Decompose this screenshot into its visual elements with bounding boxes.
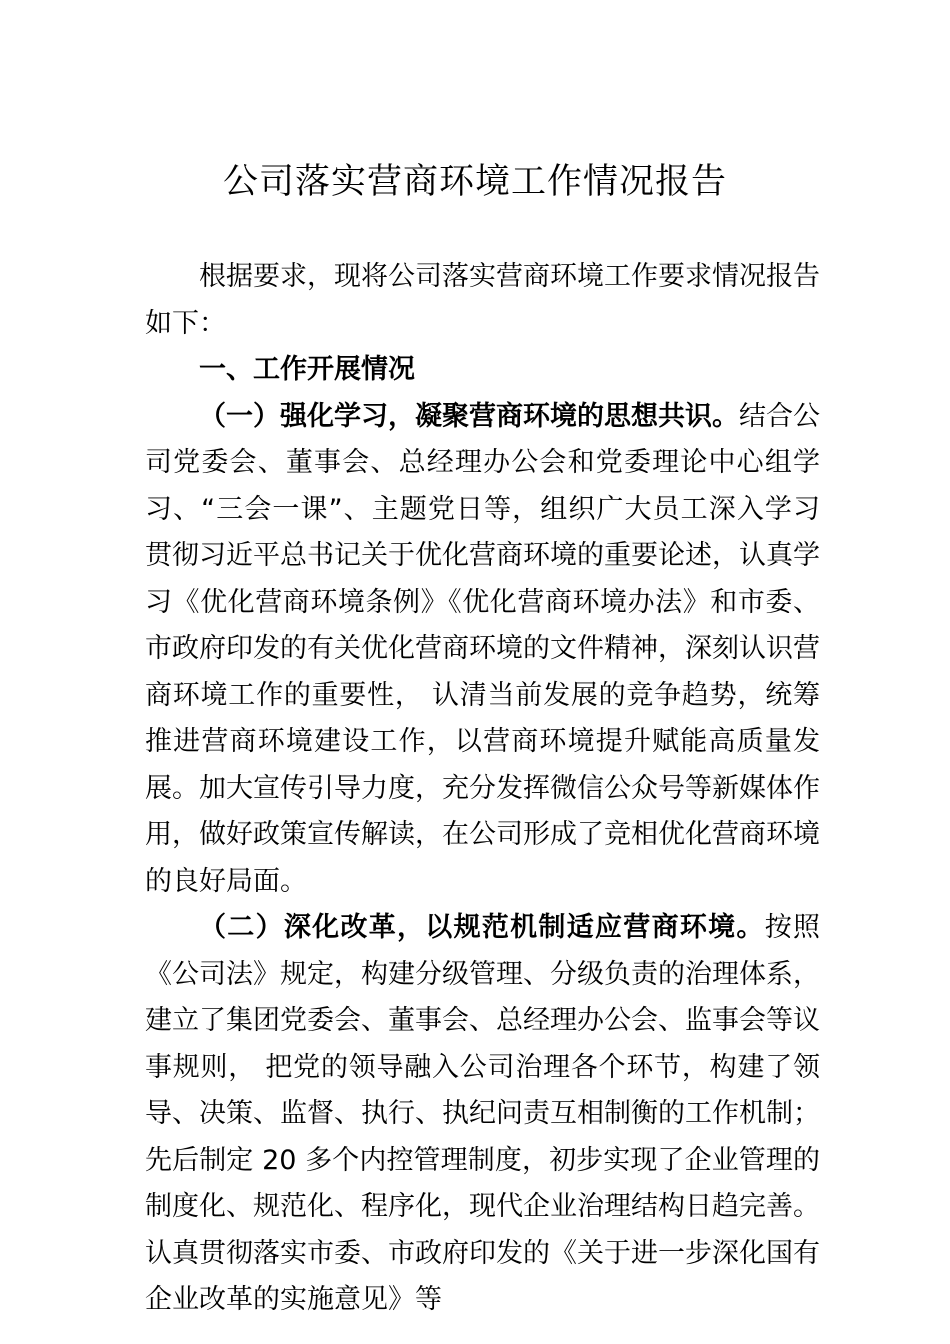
subsection-2-text: 按照《公司法》规定，构建分级管理、分级负责的治理体系，建立了集团党委会、董事会、总经理办公会、监事会等议事规则， 把党的领导融入公司治理各个环节，构建了领导、决策、监督、执行、执纪问责互相制衡的工作机制；先后制定 20 多个内控管理制度，初步实现了企业管理的制度化、规范化、程序化，现代企业治理结构日趋完善。认真贯彻落实市委、市政府印发的《关于进一步深化国有企业改革的实施意见》等 <box>145 912 821 1315</box>
subsection-1-paragraph <box>145 394 820 906</box>
document-title: 公司落实营商环境工作情况报告 <box>222 162 727 202</box>
section-heading-work-status: 一、工作开展情况 <box>199 354 415 385</box>
subsection-2-paragraph <box>145 905 820 1324</box>
subsection-2-lead: （二）深化改革，以规范机制适应营商环境。 <box>199 912 765 943</box>
subsection-1-lead: （一）强化学习，凝聚营商环境的思想共识。 <box>199 400 739 432</box>
intro-paragraph: 根据要求，现将公司落实营商环境工作要求情况报告如下： <box>145 261 820 339</box>
subsection-1-text: 结合公司党委会、董事会、总经理办公会和党委理论中心组学习、“三会一课”、主题党日等，组织广大员工深入学习贯彻习近平总书记关于优化营商环境的重要论述，认真学习《优化营商环境条例》《优化营商环境办法》和市委、市政府印发的有关优化营商环境的文件精神，深刻认识营商环境工作的重要性， 认清当前发展的竞争趋势，统筹推进营商环境建设工作，以营商环境提升赋能高质量发展。加大宣传引导力度，充分发挥微信公众号等新媒体作用，做好政策宣传解读，在公司形成了竞相优化营商环境的良好局面。 <box>145 400 820 897</box>
document-body <box>145 254 820 1324</box>
